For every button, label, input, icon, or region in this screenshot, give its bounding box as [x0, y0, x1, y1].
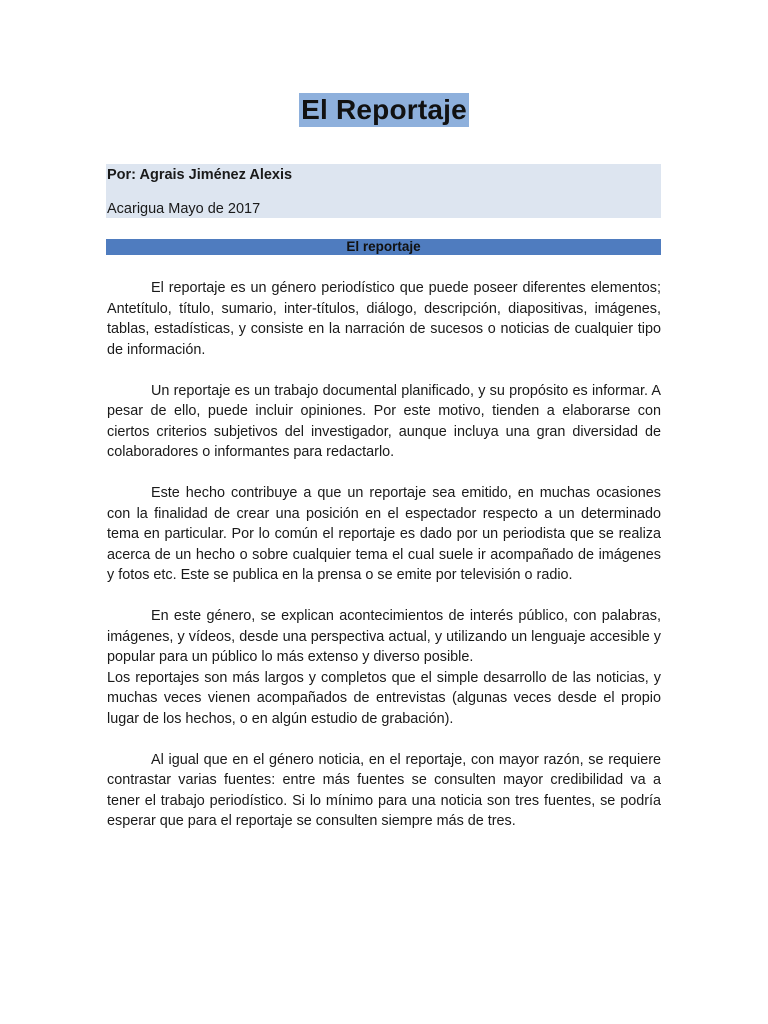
paragraph: En este género, se explican acontecimientos de interés público, con palabras, imágenes, y vídeos, desde una perspectiva actual, y utilizando un lenguaje accesible y popular para un público lo más extenso y diverso posible.: [107, 608, 661, 665]
document-title: El Reportaje: [301, 94, 467, 125]
author-block: [106, 164, 661, 218]
paragraph: Este hecho contribuye a que un reportaje sea emitido, en muchas ocasiones con la finalidad de crear una posición en el espectador respecto a un determinado tema en particular. Por lo común el reportaje es dado por un periodista que se realiza acerca de un hecho o sobre cualquier tema el cual suele ir acompañado de imágenes y fotos etc. Este se publica en la prensa o se emite por televisión o radio.: [107, 485, 661, 583]
paragraph: Al igual que en el género noticia, en el reportaje, con mayor razón, se requiere contrastar varias fuentes: entre más fuentes se consulten mayor credibilidad va a tener el trabajo periodístico. Si lo mínimo para una noticia son tres fuentes, se podría esperar que para el reportaje se consulten siempre más de tres.: [107, 751, 661, 829]
section-heading: El reportaje: [106, 239, 661, 255]
paragraph: El reportaje es un género periodístico que puede poseer diferentes elementos; Antetítulo, título, sumario, inter-títulos, diálogo, descripción, diapositivas, imágenes, tablas, estadísticas, y consiste en la narración de sucesos o noticias de cualquier tipo de información.: [107, 280, 661, 358]
body-text: [107, 278, 661, 852]
title-container: [0, 93, 768, 127]
paragraph: Un reportaje es un trabajo documental planificado, y su propósito es informar. A pesar de ello, puede incluir opiniones. Por este motivo, tienden a elaborarse con ciertos criterios subjetivos del investigador, aunque incluya una gran diversidad de colaboradores o informantes para redactarlo.: [107, 382, 661, 460]
place-date-line: Acarigua Mayo de 2017: [107, 201, 261, 217]
paragraph: Los reportajes son más largos y completos que el simple desarrollo de las noticias, y muchas veces vienen acompañados de entrevistas (algunas veces desde el propio lugar de los hechos, o en algún estudio de grabación).: [107, 669, 661, 727]
author-line: Por: Agrais Jiménez Alexis: [107, 167, 293, 183]
